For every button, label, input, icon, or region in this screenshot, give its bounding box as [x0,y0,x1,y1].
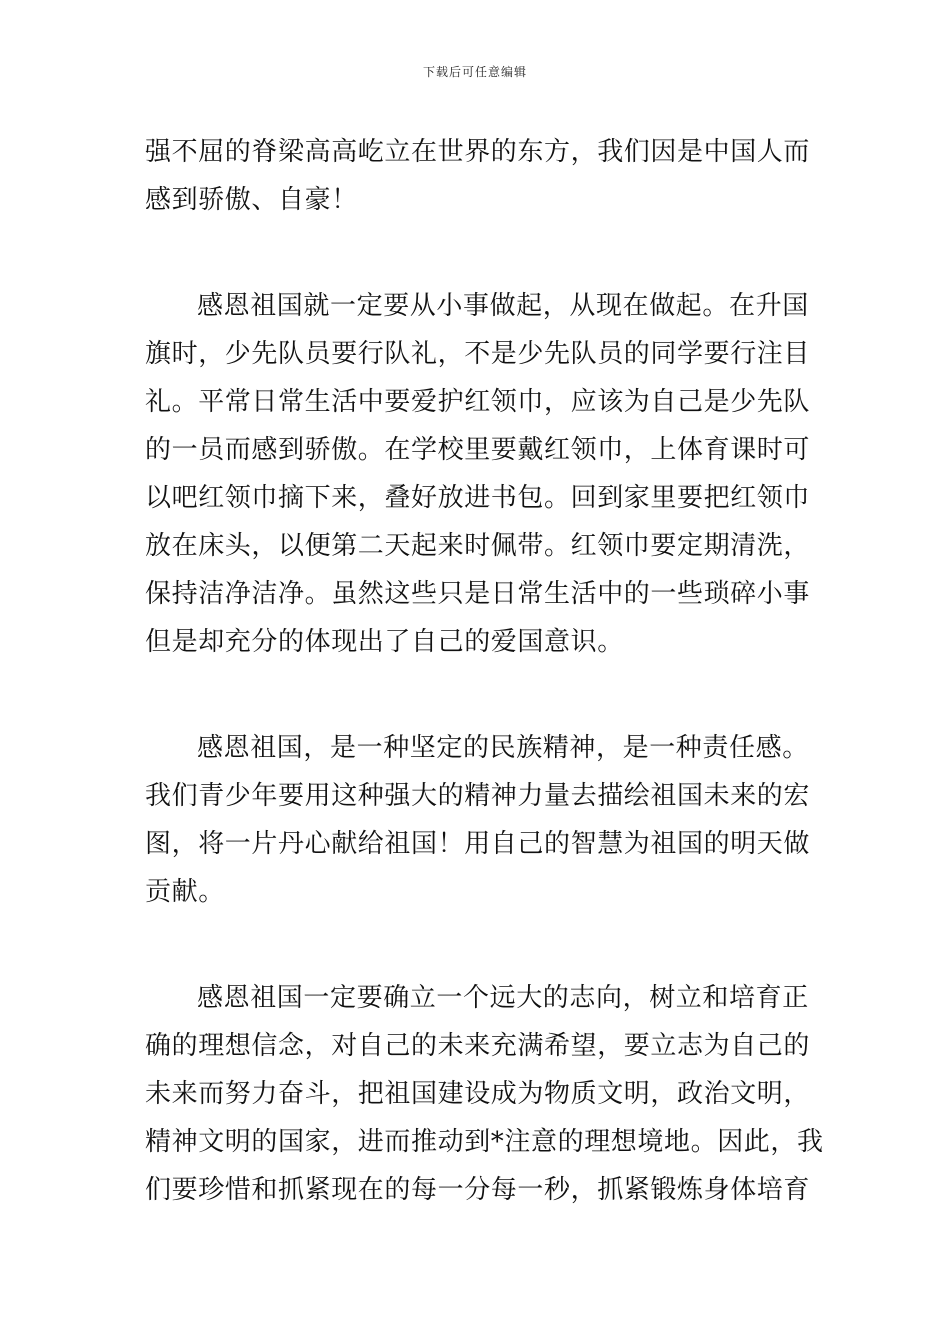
text-line: 精神文明的国家，进而推动到*注意的理想境地。因此，我 [145,1127,824,1157]
text-line: 以吧红领巾摘下来，叠好放进书包。回到家里要把红领巾 [145,483,811,513]
text-line: 确的理想信念，对自己的未来充满希望，要立志为自己的 [145,1031,811,1061]
text-line: 图，将一片丹心献给祖国！用自己的智慧为祖国的明天做 [145,829,811,859]
text-line: 但是却充分的体现出了自己的爱国意识。 [145,627,624,657]
document-body [145,128,824,1214]
text-line: 旗时，少先队员要行队礼，不是少先队员的同学要行注目 [145,339,811,369]
paragraph-2 [145,282,809,666]
text-line: 贡献。 [145,877,225,907]
text-line: 感到骄傲、自豪！ [145,185,358,215]
text-line: 感恩祖国一定要确立一个远大的志向，树立和培育正 [197,983,809,1013]
text-line: 未来而努力奋斗，把祖国建设成为物质文明，政治文明， [145,1079,811,1109]
text-line: 保持洁净洁净。虽然这些只是日常生活中的一些琐碎小事 [145,579,811,609]
paragraph-4 [145,974,824,1214]
text-line: 们要珍惜和抓紧现在的每一分每一秒，抓紧锻炼身体培育 [145,1175,811,1205]
text-line: 感恩祖国，是一种坚定的民族精神，是一种责任感。 [197,733,809,763]
text-line: 强不屈的脊梁高高屹立在世界的东方，我们因是中国人而 [145,137,811,167]
paragraph-3 [145,724,809,916]
text-line: 的一员而感到骄傲。在学校里要戴红领巾，上体育课时可 [145,435,811,465]
text-line: 礼。平常日常生活中要爱护红领巾，应该为自己是少先队 [145,387,811,417]
text-line: 感恩祖国就一定要从小事做起，从现在做起。在升国 [197,291,809,321]
text-line: 放在床头，以便第二天起来时佩带。红领巾要定期清洗， [145,531,811,561]
page-header-note: 下载后可任意编辑 [422,65,527,79]
paragraph-1 [145,128,809,224]
text-line: 我们青少年要用这种强大的精神力量去描绘祖国未来的宏 [145,781,811,811]
